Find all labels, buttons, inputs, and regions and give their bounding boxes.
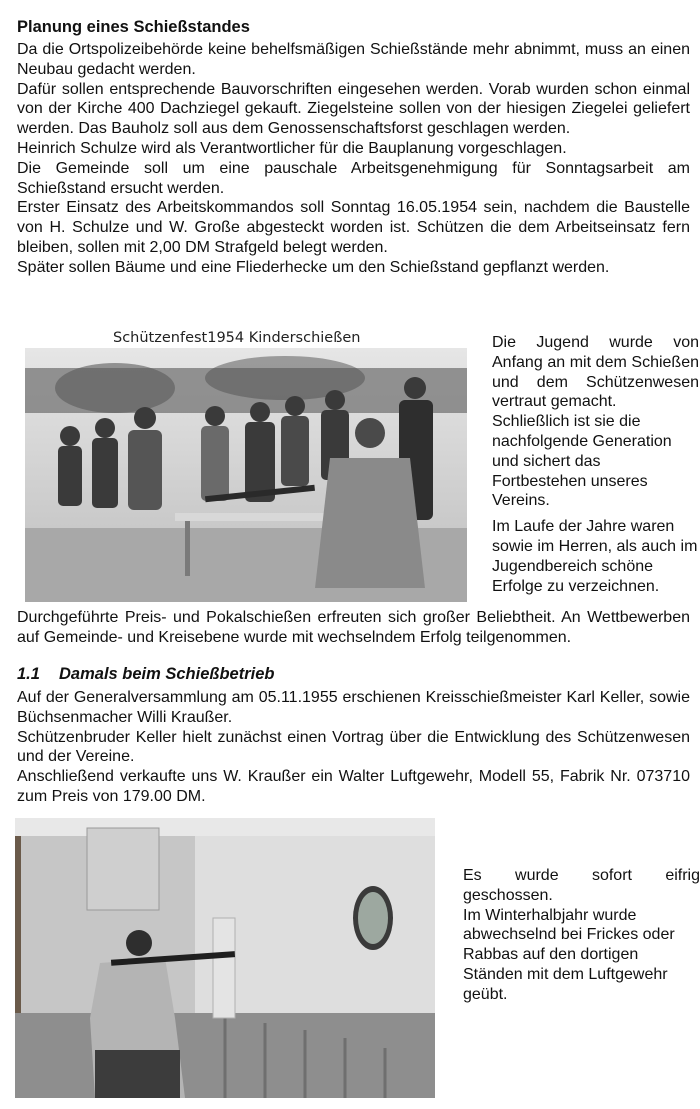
- side-paragraph: Schließlich ist sie die nachfolgende Generation und sichert das Fortbestehen unseres Vereins.: [492, 413, 672, 510]
- side-paragraph: Es wurde sofort eifrig geschossen.: [463, 867, 700, 904]
- body-paragraph: Anschließend verkaufte uns W. Kraußer ein Walter Luftgewehr, Modell 55, Fabrik Nr. 073710 zum Preis von 179.00 DM.: [17, 768, 690, 805]
- section-body-schiessstand: [17, 40, 690, 278]
- body-paragraph: Dafür sollen entsprechende Bauvorschriften eingesehen werden. Vorab wurden schon einmal von der Kirche 400 Dachziegel gekauft. Ziegelsteine sollen von der hiesigen Ziegelei geliefert werden. Das Bauholz soll aus dem Genossenschaftsforst geschlagen werden.: [17, 80, 690, 138]
- section-body-schiessbetrieb: [17, 688, 690, 807]
- body-paragraph: Die Gemeinde soll um eine pauschale Arbeitsgenehmigung für Sonntagsarbeit am Schießstand ersucht werden.: [17, 159, 690, 197]
- photo-kinderschiessen-image: [25, 348, 467, 602]
- paragraph-preisschiessen: [17, 608, 690, 648]
- section-title: Damals beim Schießbetrieb: [59, 665, 275, 683]
- body-paragraph: Später sollen Bäume und eine Fliederhecke um den Schießstand gepflanzt werden.: [17, 258, 610, 276]
- side-paragraph: Im Winterhalbjahr wurde abwechselnd bei Frickes oder Rabbas auf den dortigen Ständen mit dem Luftgewehr geübt.: [463, 906, 675, 1003]
- photo-kinderschiessen: [25, 348, 467, 602]
- side-paragraph: Im Laufe der Jahre waren sowie im Herren, als auch im Jugendbereich schöne Erfolge zu verzeichnen.: [492, 518, 698, 595]
- body-paragraph: Auf der Generalversammlung am 05.11.1955 erschienen Kreisschießmeister Karl Keller, sowie Büchsenmacher Willi Kraußer.: [17, 689, 690, 726]
- side-text-jugend: [492, 333, 699, 596]
- body-paragraph: Durchgeführte Preis- und Pokalschießen erfreuten sich großer Beliebtheit. An Wettbewerben auf Gemeinde- und Kreisebene wurde mit wechselndem Erfolg teilgenommen.: [17, 609, 690, 646]
- photo-luftgewehr-image: [15, 818, 435, 1098]
- body-paragraph: Schützenbruder Keller hielt zunächst einen Vortrag über die Entwicklung des Schützenwesen und der Vereine.: [17, 728, 690, 766]
- photo-caption: Schützenfest1954 Kinderschießen: [113, 330, 361, 346]
- photo-luftgewehr: [15, 818, 435, 1098]
- body-paragraph: Da die Ortspolizeibehörde keine behelfsmäßigen Schießstände mehr abnimmt, muss an einen Neubau gedacht werden.: [17, 41, 690, 78]
- side-paragraph: Die Jugend wurde von Anfang an mit dem Schießen und dem Schützenwesen vertraut gemacht.: [492, 334, 699, 411]
- section-number: 1.1: [17, 665, 40, 683]
- section-heading-schiessstand: Planung eines Schießstandes: [17, 18, 250, 36]
- body-paragraph: Erster Einsatz des Arbeitskommandos soll Sonntag 16.05.1954 sein, nachdem die Baustelle von H. Schulze und W. Große abgesteckt worden ist. Schützen die dem Arbeitseinsatz fern bleiben, sollen mit 2,00 DM Strafgeld belegt werden.: [17, 199, 690, 256]
- side-text-luftgewehr: [463, 866, 700, 1005]
- body-paragraph: Heinrich Schulze wird als Verantwortlicher für die Bauplanung vorgeschlagen.: [17, 139, 567, 157]
- section-heading-schiessbetrieb: [17, 665, 275, 684]
